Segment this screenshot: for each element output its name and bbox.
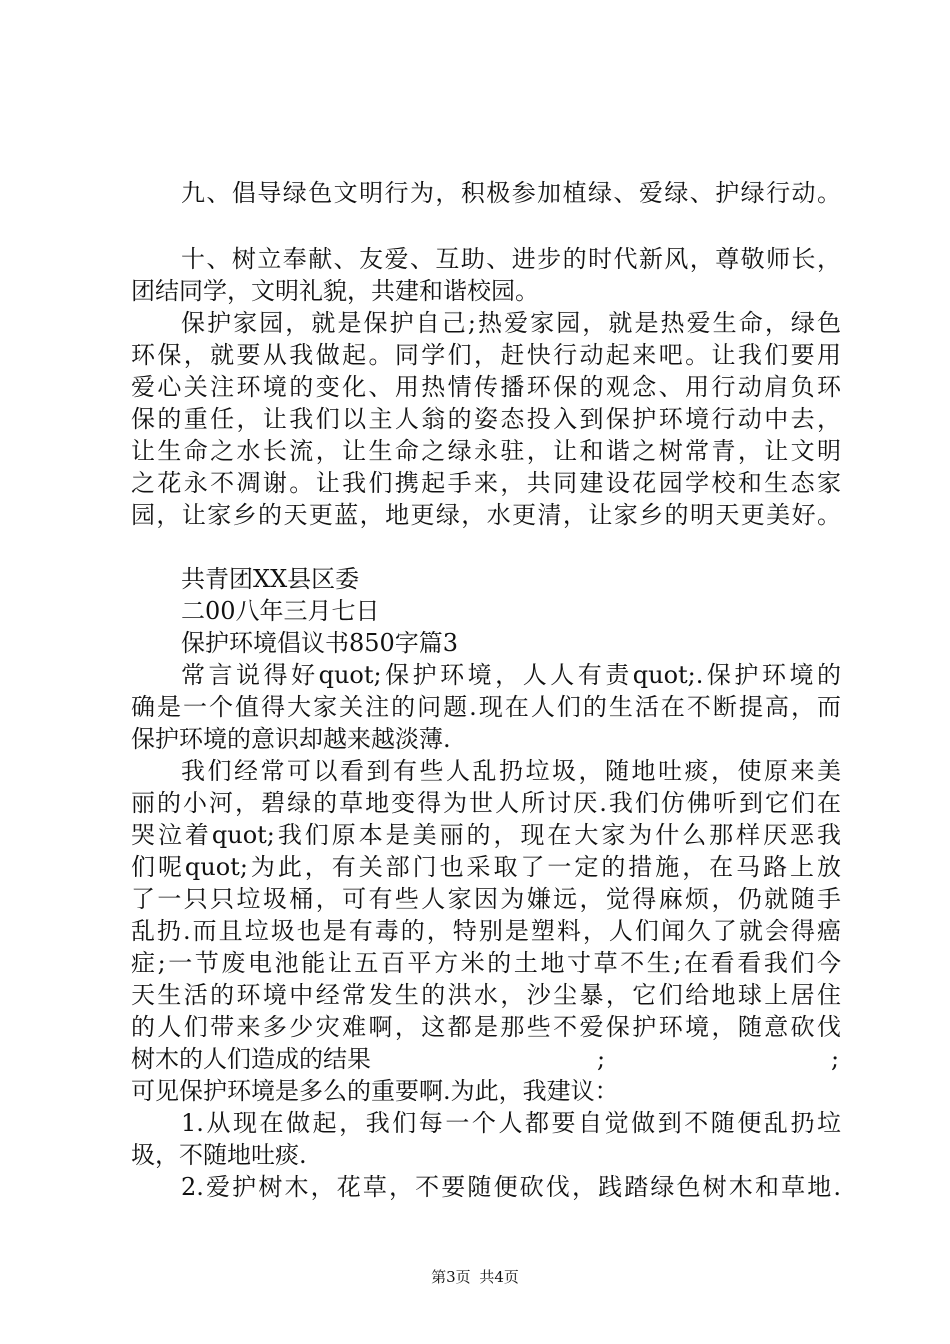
paragraph-line: 园，让家乡的天更蓝，地更绿，水更清，让家乡的明天更美好。: [131, 501, 841, 529]
page-total: 共4页: [479, 1268, 519, 1286]
page-footer: [0, 1267, 950, 1287]
signature-date: 二00八年三月七日: [181, 597, 380, 625]
paragraph-line: 团结同学，文明礼貌，共建和谐校园。: [131, 277, 539, 305]
list-item-line: 2.爱护树木，花草，不要随便砍伐，践踏绿色树木和草地.: [181, 1173, 841, 1201]
paragraph-line: 确是一个值得大家关注的问题.现在人们的生活在不断提高，而: [131, 693, 841, 721]
paragraph-line: 了一只只垃圾桶，可有些人家因为嫌远，觉得麻烦，仍就随手: [131, 885, 841, 913]
paragraph-line: 十、树立奉献、友爱、互助、进步的时代新风，尊敬师长，: [181, 245, 841, 273]
paragraph-semicolon: ;: [831, 1045, 840, 1073]
paragraph-line: 保护环境的意识却越来越淡薄.: [131, 725, 451, 753]
paragraph-line: 哭泣着quot;我们原本是美丽的，现在大家为什么那样厌恶我: [131, 821, 841, 849]
list-item-line: 1.从现在做起，我们每一个人都要自觉做到不随便乱扔垃: [181, 1109, 841, 1137]
paragraph-line: 环保，就要从我做起。同学们，赶快行动起来吧。让我们要用: [131, 341, 841, 369]
paragraph-line: 常言说得好quot;保护环境，人人有责quot;.保护环境的: [181, 661, 841, 689]
paragraph-line: 天生活的环境中经常发生的洪水，沙尘暴，它们给地球上居住: [131, 981, 841, 1009]
paragraph-semicolon: ;: [597, 1045, 606, 1073]
paragraph-line: 可见保护环境是多么的重要啊.为此，我建议：: [131, 1077, 619, 1105]
paragraph-line: 树木的人们造成的结果: [131, 1045, 371, 1073]
paragraph-line: 保的重任，让我们以主人翁的姿态投入到保护环境行动中去，: [131, 405, 841, 433]
paragraph-line: 之花永不凋谢。让我们携起手来，共同建设花园学校和生态家: [131, 469, 841, 497]
paragraph-line: 保护家园，就是保护自己;热爱家园，就是热爱生命，绿色: [181, 309, 841, 337]
paragraph-line: 让生命之水长流，让生命之绿永驻，让和谐之树常青，让文明: [131, 437, 841, 465]
page-number: 第3页: [431, 1268, 471, 1286]
paragraph-line: 们呢quot;为此，有关部门也采取了一定的措施，在马路上放: [131, 853, 841, 881]
paragraph-line: 爱心关注环境的变化、用热情传播环保的观念、用行动肩负环: [131, 373, 841, 401]
paragraph-line: 九、倡导绿色文明行为，积极参加植绿、爱绿、护绿行动。: [181, 179, 841, 207]
signature-organization: 共青团XX县区委: [181, 565, 360, 593]
section-heading: 保护环境倡议书850字篇3: [181, 629, 459, 657]
paragraph-line: 症;一节废电池能让五百平方米的土地寸草不生;在看看我们今: [131, 949, 841, 977]
paragraph-line: 乱扔.而且垃圾也是有毒的，特别是塑料，人们闻久了就会得癌: [131, 917, 841, 945]
paragraph-line: 的人们带来多少灾难啊，这都是那些不爱保护环境，随意砍伐: [131, 1013, 841, 1041]
list-item-line: 圾，不随地吐痰.: [131, 1141, 307, 1169]
paragraph-line: 丽的小河，碧绿的草地变得为世人所讨厌.我们仿佛听到它们在: [131, 789, 841, 817]
paragraph-line: 我们经常可以看到有些人乱扔垃圾，随地吐痰，使原来美: [181, 757, 841, 785]
